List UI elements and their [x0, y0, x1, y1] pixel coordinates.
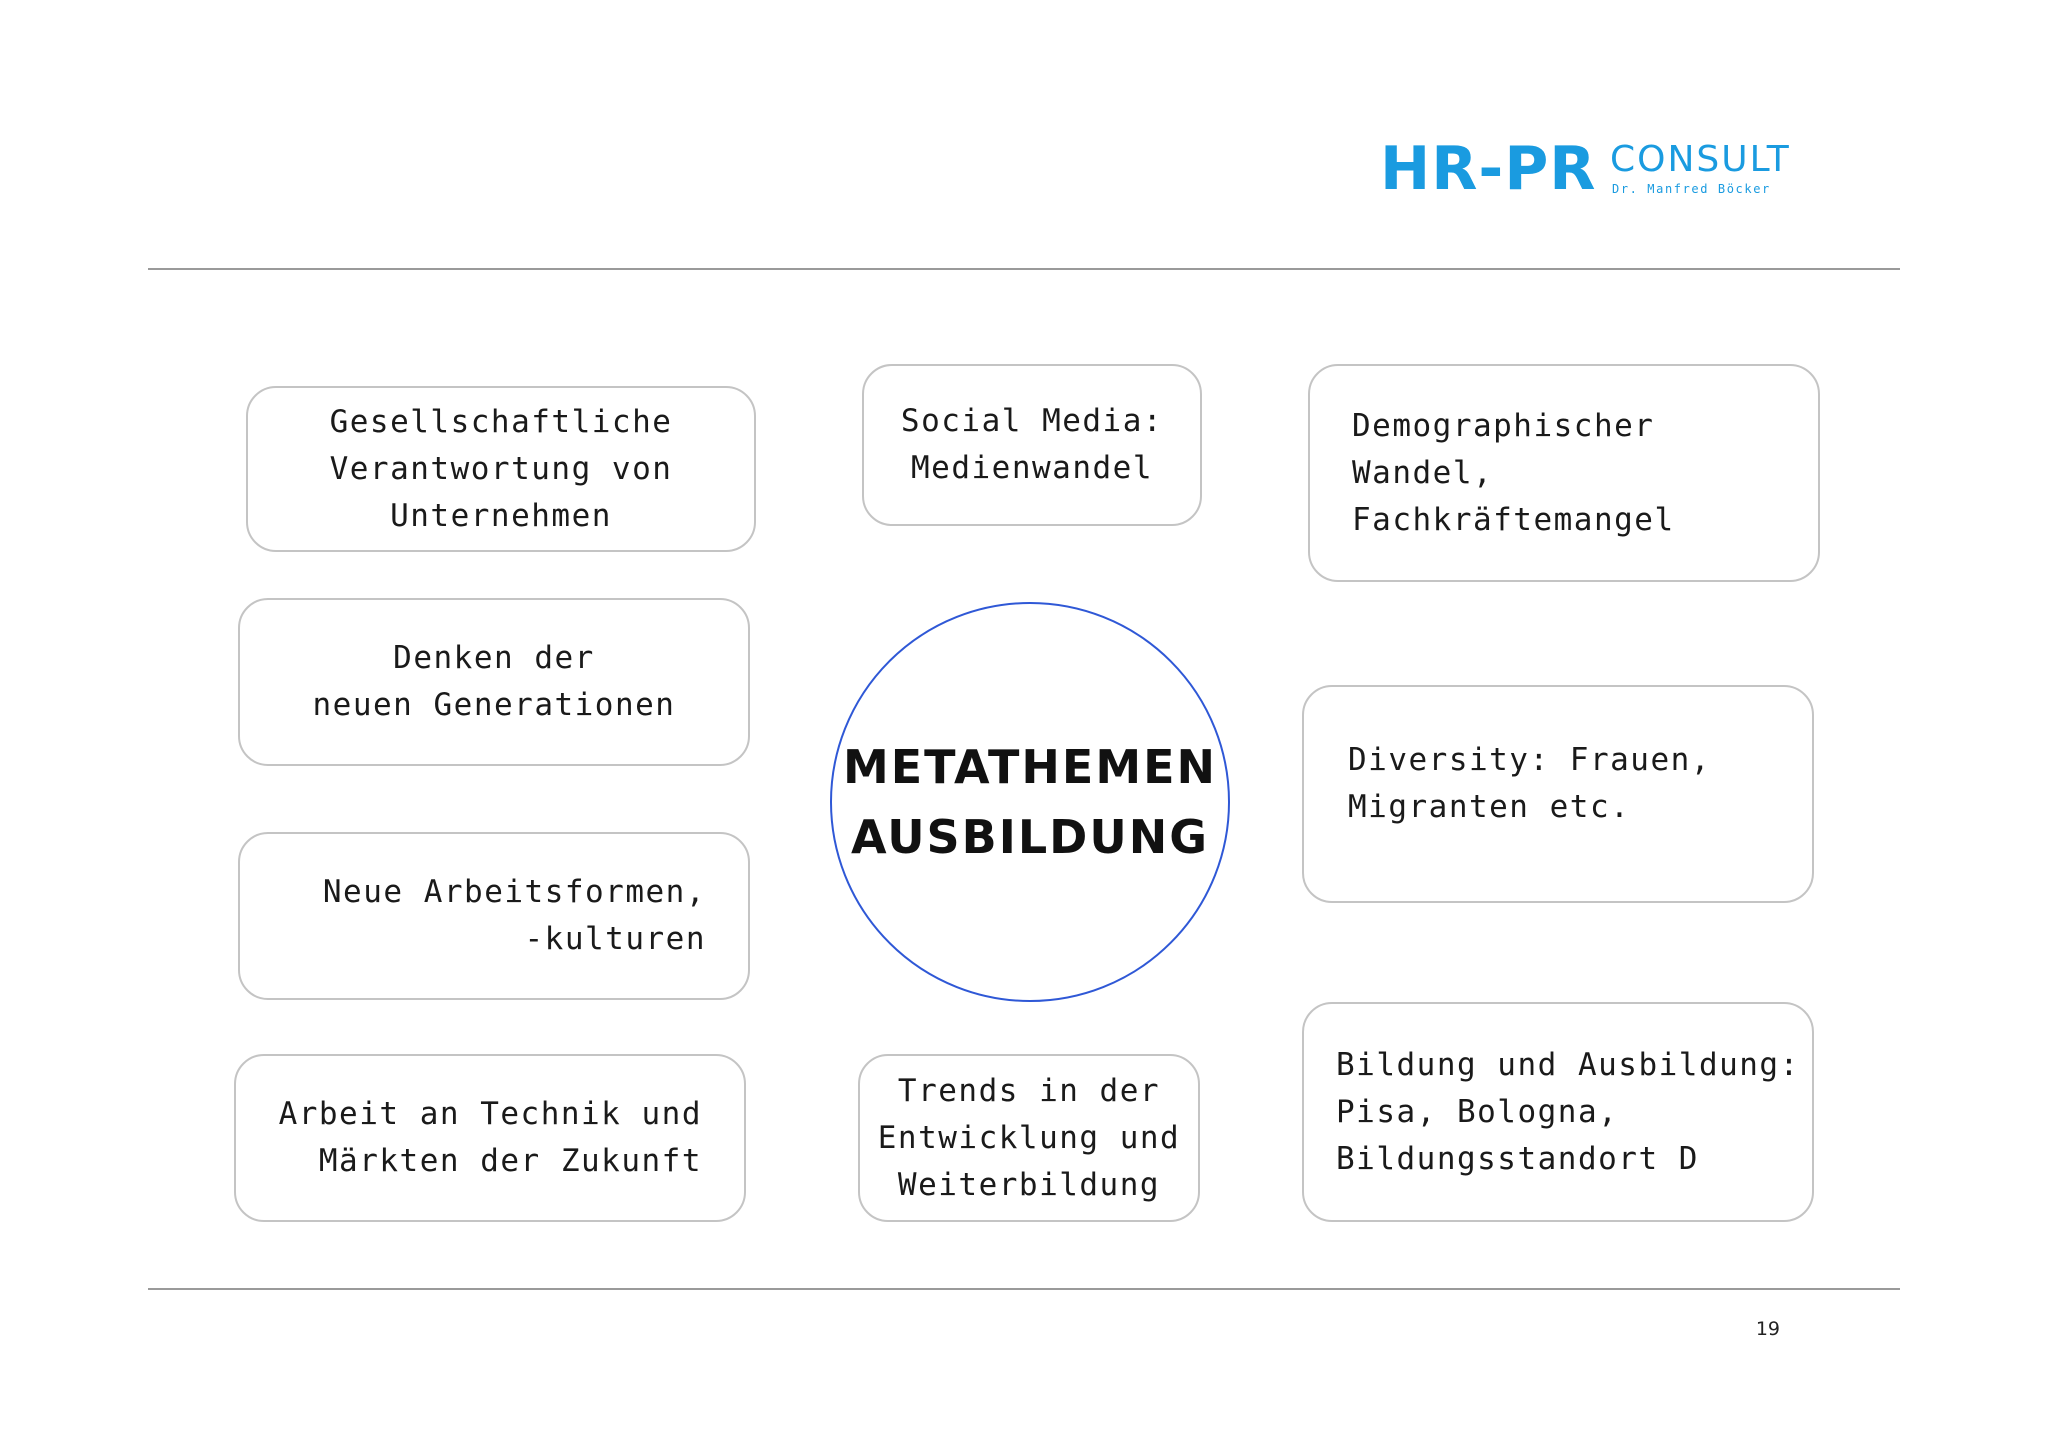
box-text-line: Migranten etc. [1348, 789, 1631, 825]
box-text-line: Verantwortung von [329, 450, 673, 487]
topic-box-arbeitsformen [238, 832, 750, 1000]
bottom-divider [148, 1288, 1900, 1290]
box-text-line: Diversity: Frauen, [1348, 742, 1711, 778]
box-text-line: Demographischer [1352, 407, 1655, 444]
logo-main-text: HR-PR [1380, 134, 1597, 204]
topic-box-bildung [1302, 1002, 1814, 1222]
center-title-line: AUSBILDUNG [851, 810, 1209, 864]
box-text-line: Neue Arbeitsformen, [322, 874, 706, 910]
top-divider [148, 268, 1900, 270]
box-text-line: Trends in der [897, 1072, 1161, 1109]
box-text-line: Wandel, [1352, 454, 1494, 491]
box-text-line: Social Media: [900, 403, 1164, 439]
box-text-line: Medienwandel [911, 450, 1153, 486]
center-title-line: METATHEMEN [842, 740, 1218, 794]
box-text-line: Bildung und Ausbildung: [1336, 1047, 1800, 1083]
logo-consult-text: CONSULT [1610, 139, 1791, 180]
topic-box-demographie [1308, 364, 1820, 582]
box-text-line: Pisa, Bologna, [1336, 1094, 1619, 1130]
box-text-line: Fachkräftemangel [1352, 501, 1675, 538]
logo-subtitle: Dr. Manfred Böcker [1612, 182, 1771, 196]
topic-box-denken [238, 598, 750, 766]
box-text-line: Arbeit an Technik und [278, 1096, 702, 1132]
box-text-line: neuen Generationen [312, 687, 676, 723]
page-number: 19 [1755, 1318, 1780, 1340]
box-text-line: Bildungsstandort D [1336, 1141, 1699, 1177]
box-text-line: Denken der [393, 640, 595, 676]
center-circle [830, 602, 1230, 1002]
hr-pr-consult-logo [1380, 134, 1791, 208]
topic-box-social-media [862, 364, 1202, 526]
box-text-line: Weiterbildung [897, 1166, 1161, 1203]
topic-box-trends [858, 1054, 1200, 1222]
topic-box-diversity [1302, 685, 1814, 903]
box-text-line: -kulturen [524, 921, 706, 957]
box-text-line: Gesellschaftliche [329, 403, 673, 440]
box-text-line: Märkten der Zukunft [318, 1143, 702, 1179]
box-text-line: Entwicklung und [877, 1119, 1181, 1156]
topic-box-technik [234, 1054, 746, 1222]
topic-box-gesellschaft [246, 386, 756, 552]
box-text-line: Unternehmen [390, 497, 612, 534]
